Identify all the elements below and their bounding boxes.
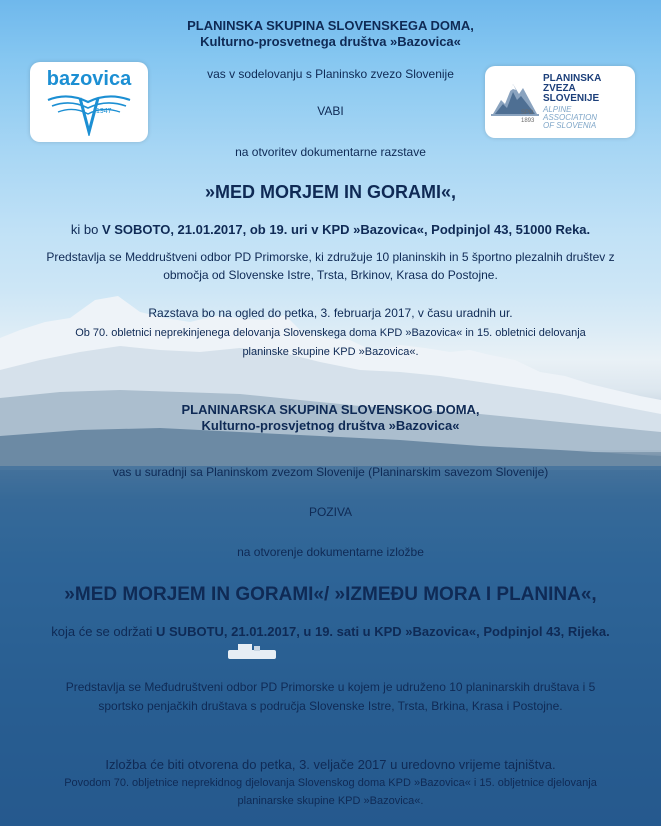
pzs-spd: SPD (521, 110, 534, 116)
slovene-org-line-1: PLANINSKA SKUPINA SLOVENSKEGA DOMA, (187, 18, 474, 33)
pzs-name-line-1: PLANINSKA (543, 73, 602, 84)
slovene-anniversary-line-1: Ob 70. obletnici neprekinjenega delovanja Slovenskega doma KPD »Bazovica« in 15. obletnici delovanja (75, 327, 586, 339)
pzs-alt-line-2: ASSOCIATION (543, 113, 598, 122)
slovene-when (0, 222, 661, 237)
slovene-open-until: Razstava bo na ogled do petka, 3. februarja 2017, v času uradnih ur. (148, 306, 513, 320)
croatian-presents-line-2: sportsko penjačkih društava s područja Slovenske Istre, Trsta, Brkina, Krasa i Postojne. (98, 699, 563, 713)
pzs-alt-line-3: OF SLOVENIA (543, 121, 597, 130)
croatian-presents-line-1: Predstavlja se Međudruštveni odbor PD Primorske u kojem je udruženo 10 planinarskih društava i 5 (65, 680, 596, 694)
pzs-logo (485, 66, 635, 138)
croatian-when-prefix: koja će se održati (51, 624, 157, 639)
bazovica-logo (30, 62, 148, 142)
bazovica-logo-year: 1947 (96, 108, 112, 115)
croatian-org-line-2: Kulturno-prosvjetnog društva »Bazovica« (201, 418, 460, 433)
slovene-cooperation: vas v sodelovanju s Planinsko zvezo Slovenije (207, 67, 454, 81)
pzs-name-line-2: ZVEZA (543, 83, 576, 94)
slovene-when-prefix: ki bo (70, 222, 102, 237)
slovene-presents-line-1: Predstavlja se Meddruštveni odbor PD Primorske, ki združuje 10 planinskih in 5 športno plezalnih društev z (46, 250, 615, 264)
slovene-when-details: V SOBOTO, 21.01.2017, ob 19. uri v KPD »Bazovica«, Podpinjol 43, 51000 Reka. (101, 222, 591, 237)
pzs-alt-line-1: ALPINE (543, 105, 572, 114)
croatian-cooperation: vas u suradnji sa Planinskom zvezom Slovenije (Planinarskim savezom Slovenije) (112, 465, 549, 479)
slovene-presents-line-2: območja od Slovenske Istre, Trsta, Brkinov, Krasa do Postojne. (163, 268, 498, 282)
slovene-title: »MED MORJEM IN GORAMI«, (204, 182, 457, 202)
croatian-opening: na otvorenje dokumentarne izložbe (237, 545, 424, 559)
bazovica-book-icon (44, 92, 134, 136)
croatian-when (0, 624, 661, 639)
slovene-invite: VABI (317, 104, 344, 118)
croatian-title: »MED MORJEM IN GORAMI«/ »IZMEĐU MORA I PLANINA«, (64, 584, 597, 605)
slovene-anniversary-line-2: planinske skupine KPD »Bazovica«. (242, 346, 419, 358)
croatian-open-until: Izložba će biti otvorena do petka, 3. veljače 2017 u uredovno vrijeme tajništva. (105, 757, 556, 772)
croatian-invite: POZIVA (308, 505, 353, 519)
slovene-org-line-2: Kulturno-prosvetnega društva »Bazovica« (200, 34, 461, 49)
croatian-anniversary-line-1: Povodom 70. obljetnice neprekidnog djelovanja Slovenskog doma KPD »Bazovica« i 15. obljetnice djelovanja (64, 777, 597, 789)
pzs-name-line-3: SLOVENIJE (543, 93, 600, 104)
croatian-org-line-1: PLANINARSKA SKUPINA SLOVENSKOG DOMA, (181, 402, 480, 417)
pzs-year: 1893 (521, 118, 535, 124)
croatian-anniversary-line-2: planinarske skupine KPD »Bazovica«. (237, 795, 424, 807)
croatian-when-details: U SUBOTU, 21.01.2017, u 19. sati u KPD »Bazovica«, Podpinjol 43, Rijeka. (156, 624, 610, 639)
slovene-opening: na otvoritev dokumentarne razstave (235, 145, 426, 159)
bazovica-logo-word: bazovica (46, 68, 132, 90)
